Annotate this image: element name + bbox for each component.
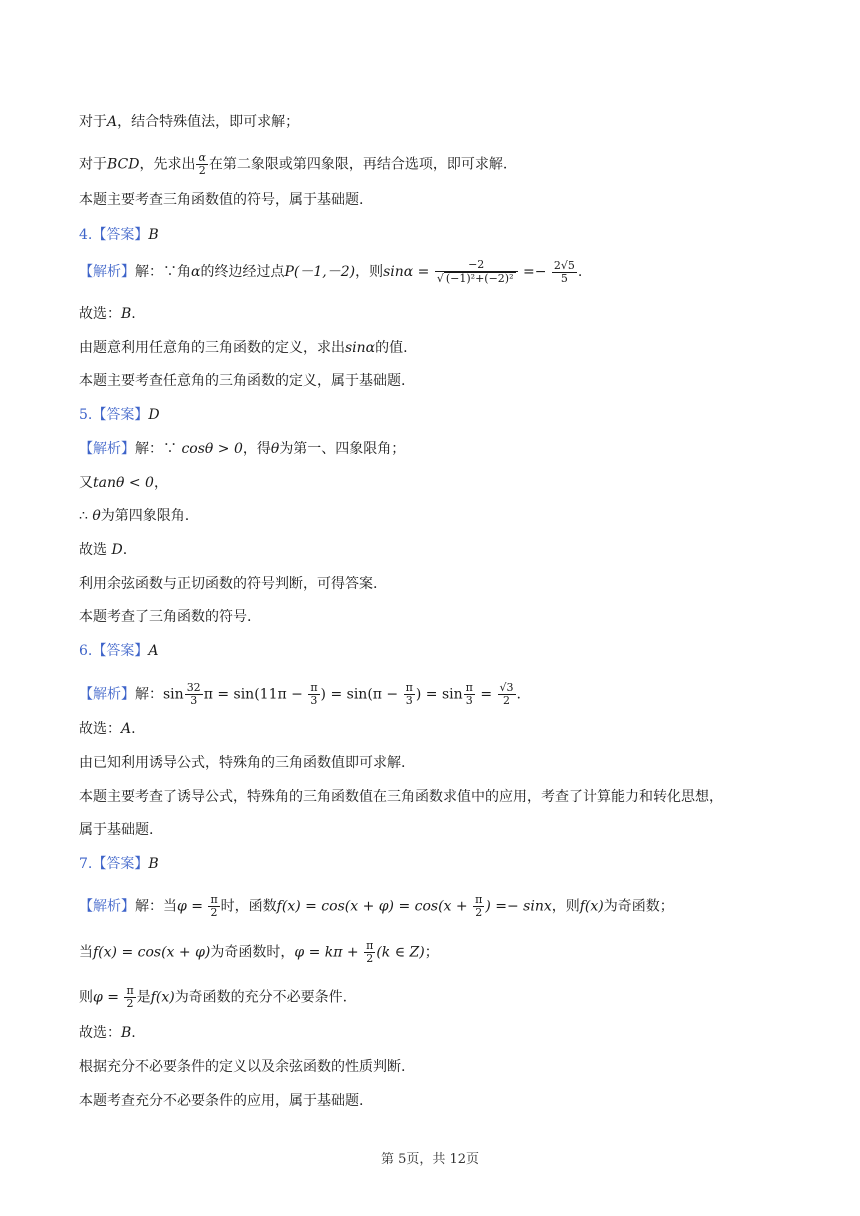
fraction <box>435 259 518 285</box>
text: 本题考查充分不必要条件的应用，属于基础题. <box>79 1093 364 1109</box>
math: φ = <box>177 898 208 915</box>
analysis-line <box>79 894 800 919</box>
text: 当 <box>79 944 93 961</box>
fraction <box>308 682 319 707</box>
fraction-denominator: 3 <box>405 694 413 707</box>
fraction-numerator: −2 <box>435 259 518 272</box>
fraction-denominator: 3 <box>310 694 318 707</box>
fraction-numerator: π <box>465 681 473 694</box>
fraction <box>404 682 415 707</box>
text: 利用余弦函数与正切函数的符号判断，可得答案. <box>79 576 378 592</box>
text: 的值. <box>375 340 408 356</box>
text: ， <box>153 475 168 491</box>
text: ，先求出 <box>139 156 196 173</box>
text: 本题主要考查任意角的三角函数的定义，属于基础题. <box>79 373 406 389</box>
text-line <box>79 607 800 627</box>
fraction <box>196 152 207 177</box>
fraction-numerator: α <box>198 151 206 164</box>
text-line <box>79 190 800 210</box>
math: A <box>107 114 118 130</box>
radicand: (−1)²+(−2)² <box>445 272 514 285</box>
text: 解：∵ <box>135 441 182 457</box>
text: 由已知利用诱导公式，特殊角的三角函数值即可求解. <box>79 755 406 771</box>
text: 在第二象限或第四象限，再结合选项，即可求解. <box>208 156 508 173</box>
text: 为奇函数时， <box>210 944 295 961</box>
math: sinα <box>345 340 376 356</box>
text: 对于 <box>79 156 107 173</box>
answer-label: 4.【答案】 <box>79 227 149 243</box>
text-line <box>79 304 800 324</box>
text-line <box>79 371 800 391</box>
text: ，得 <box>242 441 271 457</box>
text: 为奇函数； <box>603 898 674 915</box>
math: 解：sin <box>135 686 184 703</box>
math: = <box>475 686 497 703</box>
fraction-numerator: π <box>366 939 374 952</box>
answer-value: B <box>148 856 159 872</box>
text: 本题考查了三角函数的符号. <box>79 609 252 625</box>
fraction <box>464 682 475 707</box>
text: 是 <box>136 989 151 1006</box>
text: . <box>131 306 136 322</box>
text: ，则 <box>355 264 384 280</box>
text: 又 <box>79 475 93 491</box>
answer-heading <box>79 854 800 874</box>
math: φ = <box>93 989 124 1006</box>
analysis-label: 【解析】 <box>79 686 135 703</box>
answer-value: D <box>148 407 160 423</box>
math: θ <box>92 508 101 524</box>
analysis-line <box>79 439 800 459</box>
analysis-label: 【解析】 <box>79 264 135 280</box>
analysis-line <box>79 259 800 285</box>
text: 则 <box>79 989 93 1006</box>
math: P(－1,－2) <box>284 264 356 280</box>
fraction-numerator: π <box>126 984 134 997</box>
fraction-denominator: 2 <box>198 164 206 177</box>
fraction-denominator: 3 <box>465 694 473 707</box>
page-footer: 第 5页，共 12页 <box>380 1152 480 1167</box>
fraction-numerator: 2√5 <box>553 258 575 272</box>
fraction-denominator: 3 <box>190 694 198 707</box>
math: D <box>111 542 123 558</box>
text: 解：当 <box>135 898 177 915</box>
answer-label: 5.【答案】 <box>79 407 149 423</box>
math: BCD <box>107 156 140 173</box>
math: tanθ < 0 <box>93 475 154 491</box>
math: f(x) = cos(x + φ) = cos(x + <box>276 898 473 915</box>
math: A <box>121 721 132 737</box>
fraction-numerator: √3 <box>499 681 514 694</box>
text-line <box>79 753 800 773</box>
fraction <box>364 940 375 965</box>
text-line <box>79 1091 800 1111</box>
fraction <box>208 894 219 919</box>
text: 故选： <box>79 306 121 322</box>
text: 由题意利用任意角的三角函数的定义，求出 <box>79 340 345 356</box>
math: φ = kπ + <box>294 944 364 961</box>
text: 的终边经过点 <box>200 264 285 280</box>
analysis-label: 【解析】 <box>79 898 135 915</box>
text: 为奇函数的充分不必要条件. <box>174 989 348 1006</box>
math: sinα <box>383 264 414 280</box>
fraction-numerator: π <box>405 681 413 694</box>
text: . <box>577 264 583 280</box>
math: α <box>191 264 201 280</box>
text: . <box>131 1025 136 1041</box>
math: f(x) = cos(x + φ) <box>93 944 211 961</box>
math: B <box>121 306 132 322</box>
text-line <box>79 112 800 132</box>
text: ，则 <box>551 898 580 915</box>
text: 解：∵角 <box>135 264 191 280</box>
text: 本题主要考查三角函数值的符号，属于基础题. <box>79 192 364 208</box>
fraction <box>552 260 577 285</box>
text-line <box>79 338 800 358</box>
math: f(x) <box>150 989 175 1006</box>
answer-label: 6.【答案】 <box>79 643 149 659</box>
text-line <box>79 985 800 1010</box>
text: 属于基础题. <box>79 822 154 838</box>
fraction-denominator: 5 <box>560 271 568 285</box>
analysis-label: 【解析】 <box>79 441 135 457</box>
text: ，结合特殊值法，即可求解； <box>117 114 300 130</box>
math: f(x) <box>579 898 604 915</box>
text: = <box>413 264 434 280</box>
fraction-denominator: 2 <box>210 906 218 919</box>
fraction-denominator: 2 <box>366 952 374 965</box>
answer-heading <box>79 225 800 245</box>
text-line <box>79 787 800 807</box>
math: (k ∈ Z) <box>376 944 425 961</box>
text-line <box>79 152 800 177</box>
fraction <box>473 894 484 919</box>
answer-value: B <box>148 227 159 243</box>
math: ) = sin <box>415 686 463 703</box>
answer-heading <box>79 405 800 425</box>
text: ； <box>424 944 439 961</box>
math: π = sin(11π − <box>203 686 308 703</box>
text: 故选： <box>79 721 121 737</box>
fraction-denominator: 2 <box>126 997 134 1010</box>
math: cosθ > 0 <box>181 441 243 457</box>
math: ) =− sinx <box>485 898 552 915</box>
text: 为第四象限角. <box>100 508 190 524</box>
text-line <box>79 1023 800 1043</box>
text: 时，函数 <box>220 898 277 915</box>
fraction <box>124 985 135 1010</box>
text: . <box>516 686 521 703</box>
math: θ <box>270 441 280 457</box>
answer-value: A <box>148 643 159 659</box>
text: 根据充分不必要条件的定义以及余弦函数的性质判断. <box>79 1059 406 1075</box>
math: B <box>121 1025 132 1041</box>
text-line <box>79 506 800 526</box>
fraction-denominator: 2 <box>475 906 483 919</box>
text: 故选： <box>79 1025 121 1041</box>
text-line <box>79 473 800 493</box>
text: 为第一、四象限角； <box>279 441 406 457</box>
text-line <box>79 719 800 739</box>
text-line <box>79 540 800 560</box>
text: ∴ <box>79 508 93 524</box>
math: ) = sin(π − <box>320 686 403 703</box>
text: . <box>122 542 128 558</box>
answer-heading <box>79 641 800 661</box>
text-line <box>79 940 800 965</box>
text: 对于 <box>79 114 107 130</box>
fraction-numerator: π <box>310 681 318 694</box>
fraction <box>498 682 516 707</box>
radical-sign: √ <box>436 272 444 285</box>
text-line <box>79 574 800 594</box>
fraction-denominator <box>435 272 518 285</box>
fraction <box>185 682 203 707</box>
fraction-denominator: 2 <box>503 694 511 707</box>
fraction-numerator: 32 <box>186 681 201 694</box>
text: =− <box>518 264 551 280</box>
fraction-numerator: π <box>210 893 218 906</box>
text: . <box>131 721 136 737</box>
text: 本题主要考查了诱导公式，特殊角的三角函数值在三角函数求值中的应用，考查了计算能力和转化思想， <box>79 789 723 805</box>
text-line <box>79 820 800 840</box>
fraction-numerator: π <box>475 893 483 906</box>
analysis-line <box>79 682 800 707</box>
text: 故选 <box>79 542 112 558</box>
answer-label: 7.【答案】 <box>79 856 149 872</box>
text-line <box>79 1057 800 1077</box>
